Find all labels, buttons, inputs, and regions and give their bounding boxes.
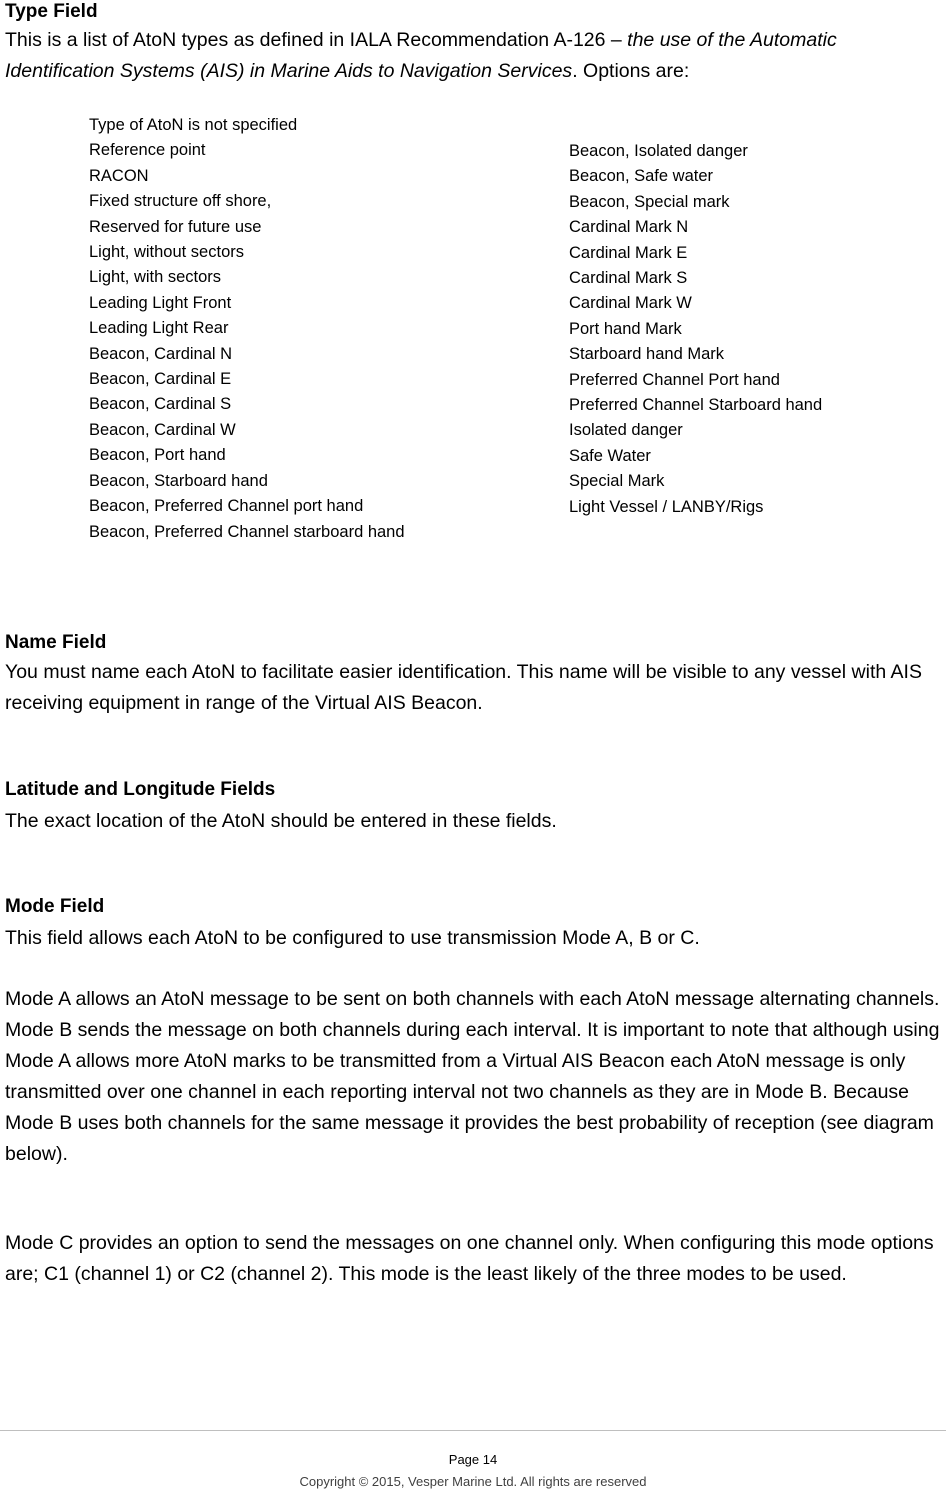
footer-copyright: Copyright © 2015, Vesper Marine Ltd. All rights are reserved	[299, 1474, 647, 1489]
aton-type-item: Beacon, Starboard hand	[89, 471, 268, 490]
aton-type-item: Beacon, Isolated danger	[569, 142, 748, 160]
type-field-intro-italic: the use of the Automatic Identification Systems (AIS) in Marine Aids to Navigation Services	[5, 29, 837, 82]
aton-type-item: Light Vessel / LANBY/Rigs	[569, 497, 764, 516]
aton-type-item: Beacon, Port hand	[89, 446, 226, 465]
mode-field-heading: Mode Field	[5, 896, 105, 917]
latlon-field-body: The exact location of the AtoN should be entered in these fields.	[5, 810, 557, 832]
mode-field-body-3: Mode C provides an option to send the messages on one channel only. When configuring this mode options are; C1 (channel 1) or C2 (channel 2). This mode is the least likely of the three modes to be used.	[5, 1232, 934, 1285]
aton-type-item: Special Mark	[569, 472, 665, 491]
aton-type-item: Light, with sectors	[89, 268, 222, 287]
name-field-body: You must name each AtoN to facilitate easier identification. This name will be visible to any vessel with AIS receiving equipment in range of the Virtual AIS Beacon.	[5, 661, 922, 714]
mode-field-body-1: This field allows each AtoN to be configured to use transmission Mode A, B or C.	[5, 927, 700, 949]
aton-type-item: Leading Light Rear	[89, 319, 229, 338]
footer-page-number: Page 14	[448, 1452, 498, 1467]
latlon-field-heading: Latitude and Longitude Fields	[5, 779, 276, 800]
name-field-heading: Name Field	[5, 632, 107, 653]
type-field-intro	[5, 25, 941, 87]
aton-type-item: Beacon, Preferred Channel starboard hand	[89, 522, 405, 541]
aton-type-item: Beacon, Cardinal S	[89, 395, 232, 414]
aton-type-item: Reference point	[89, 141, 206, 160]
mode-field-body-2: Mode A allows an AtoN message to be sent on both channels with each AtoN message alternating channels. Mode B sends the message on both channels during each interval. It is important to note that although using Mode A allows more AtoN marks to be transmitted from a Virtual AIS Beacon each AtoN message is only transmitted over one channel in each reporting interval not two channels as they are in Mode B. Because Mode B uses both channels for the same message it provides the best probability of reception (see diagram below).	[5, 988, 940, 1165]
aton-types-left-column	[89, 113, 405, 545]
aton-type-item: Beacon, Cardinal E	[89, 370, 232, 389]
aton-type-item: Preferred Channel Port hand	[569, 370, 780, 389]
type-field-intro-pre: This is a list of AtoN types as defined in IALA Recommendation A-126 –	[5, 29, 628, 51]
aton-type-item: Beacon, Cardinal W	[89, 420, 236, 439]
aton-type-item: Cardinal Mark E	[569, 243, 688, 262]
aton-type-item: Cardinal Mark N	[569, 218, 689, 237]
aton-type-item: Preferred Channel Starboard hand	[569, 396, 823, 415]
aton-type-item: Beacon, Preferred Channel port hand	[89, 497, 364, 516]
aton-type-item: Reserved for future use	[89, 217, 262, 236]
aton-type-item: Starboard hand Mark	[569, 345, 725, 364]
footer-divider	[0, 1430, 946, 1431]
aton-type-item: Beacon, Cardinal N	[89, 344, 233, 363]
type-field-intro-post: . Options are:	[572, 60, 690, 82]
aton-type-item: Fixed structure off shore,	[89, 192, 272, 211]
type-field-heading: Type Field	[5, 1, 98, 22]
aton-types-right-column	[569, 139, 822, 520]
aton-type-item: Isolated danger	[569, 421, 683, 440]
aton-type-item: Beacon, Safe water	[569, 167, 714, 186]
aton-type-item: Cardinal Mark W	[569, 294, 692, 313]
aton-type-item: RACON	[89, 166, 149, 185]
aton-type-item: Cardinal Mark S	[569, 269, 688, 288]
aton-type-item: Safe Water	[569, 446, 651, 465]
aton-type-item: Light, without sectors	[89, 243, 244, 262]
aton-type-item: Beacon, Special mark	[569, 192, 730, 211]
aton-type-item: Port hand Mark	[569, 319, 682, 338]
aton-type-item: Type of AtoN is not specified	[89, 116, 298, 134]
aton-type-item: Leading Light Front	[89, 293, 232, 312]
